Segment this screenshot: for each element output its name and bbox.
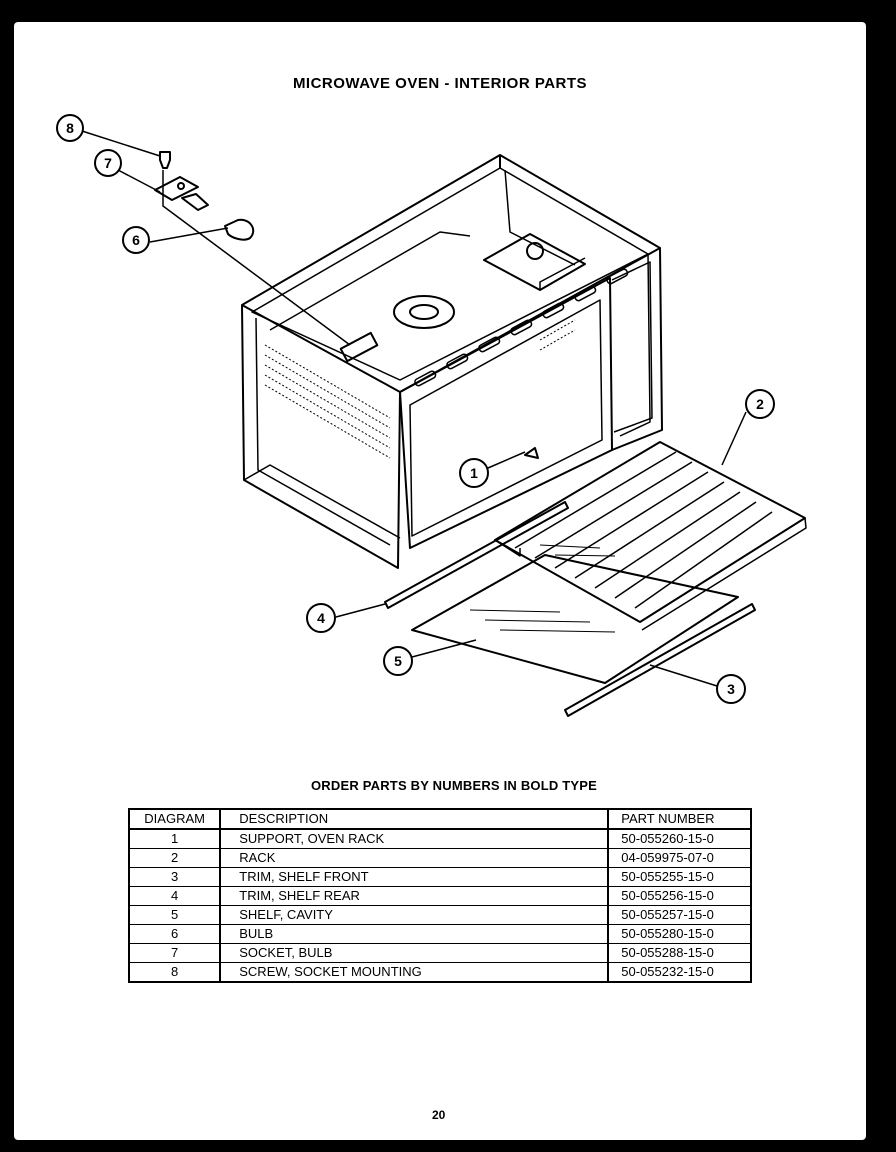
order-instructions: ORDER PARTS BY NUMBERS IN BOLD TYPE xyxy=(310,778,598,793)
svg-text:1: 1 xyxy=(470,465,478,481)
callout-6 xyxy=(123,227,149,253)
cavity-top-outline xyxy=(242,155,660,392)
part-number: 50-055255-15-0 xyxy=(608,868,751,887)
table-row xyxy=(129,887,751,906)
table-row xyxy=(129,906,751,925)
callout-1 xyxy=(460,459,488,487)
diagram-number: 7 xyxy=(129,944,220,963)
diagram-number: 2 xyxy=(129,849,220,868)
svg-text:8: 8 xyxy=(66,120,74,136)
diagram-number: 6 xyxy=(129,925,220,944)
svg-text:5: 5 xyxy=(394,653,402,669)
callout-5 xyxy=(384,647,412,675)
header-part-number: PART NUMBER xyxy=(608,809,751,829)
svg-text:4: 4 xyxy=(317,610,325,626)
callout-8 xyxy=(57,115,83,141)
part-description: RACK xyxy=(220,849,608,868)
diagram-number: 1 xyxy=(129,829,220,849)
part-number: 04-059975-07-0 xyxy=(608,849,751,868)
table-row xyxy=(129,944,751,963)
diagram-number: 3 xyxy=(129,868,220,887)
cavity-shelf xyxy=(412,555,738,683)
part-description: SCREW, SOCKET MOUNTING xyxy=(220,963,608,983)
table-row xyxy=(129,963,751,983)
callout-7 xyxy=(95,150,121,176)
part-description: SUPPORT, OVEN RACK xyxy=(220,829,608,849)
stirrer-disc xyxy=(394,296,454,328)
svg-text:6: 6 xyxy=(132,232,140,248)
svg-text:7: 7 xyxy=(104,155,112,171)
callout-2 xyxy=(746,390,774,418)
part-number: 50-055280-15-0 xyxy=(608,925,751,944)
header-diagram: DIAGRAM xyxy=(129,809,220,829)
cavity-right-side xyxy=(612,248,662,450)
bulb xyxy=(225,220,253,240)
page-title: MICROWAVE OVEN - INTERIOR PARTS xyxy=(292,75,588,92)
table-row xyxy=(129,849,751,868)
parts-table xyxy=(128,808,752,983)
part-number: 50-055232-15-0 xyxy=(608,963,751,983)
svg-text:2: 2 xyxy=(756,396,764,412)
part-description: BULB xyxy=(220,925,608,944)
svg-text:3: 3 xyxy=(727,681,735,697)
part-number: 50-055256-15-0 xyxy=(608,887,751,906)
table-row xyxy=(129,868,751,887)
diagram-number: 4 xyxy=(129,887,220,906)
socket-bulb xyxy=(155,177,198,200)
callout-4 xyxy=(307,604,335,632)
part-description: SOCKET, BULB xyxy=(220,944,608,963)
diagram-number: 8 xyxy=(129,963,220,983)
part-description: TRIM, SHELF REAR xyxy=(220,887,608,906)
part-description: SHELF, CAVITY xyxy=(220,906,608,925)
header-description: DESCRIPTION xyxy=(220,809,608,829)
callout-3 xyxy=(717,675,745,703)
part-number: 50-055257-15-0 xyxy=(608,906,751,925)
part-number: 50-055288-15-0 xyxy=(608,944,751,963)
table-row xyxy=(129,925,751,944)
page-number: 20 xyxy=(432,1108,446,1122)
diagram-number: 5 xyxy=(129,906,220,925)
part-description: TRIM, SHELF FRONT xyxy=(220,868,608,887)
table-row xyxy=(129,829,751,849)
part-number: 50-055260-15-0 xyxy=(608,829,751,849)
table-header-row xyxy=(129,809,751,829)
screw-socket-mounting xyxy=(160,152,170,168)
